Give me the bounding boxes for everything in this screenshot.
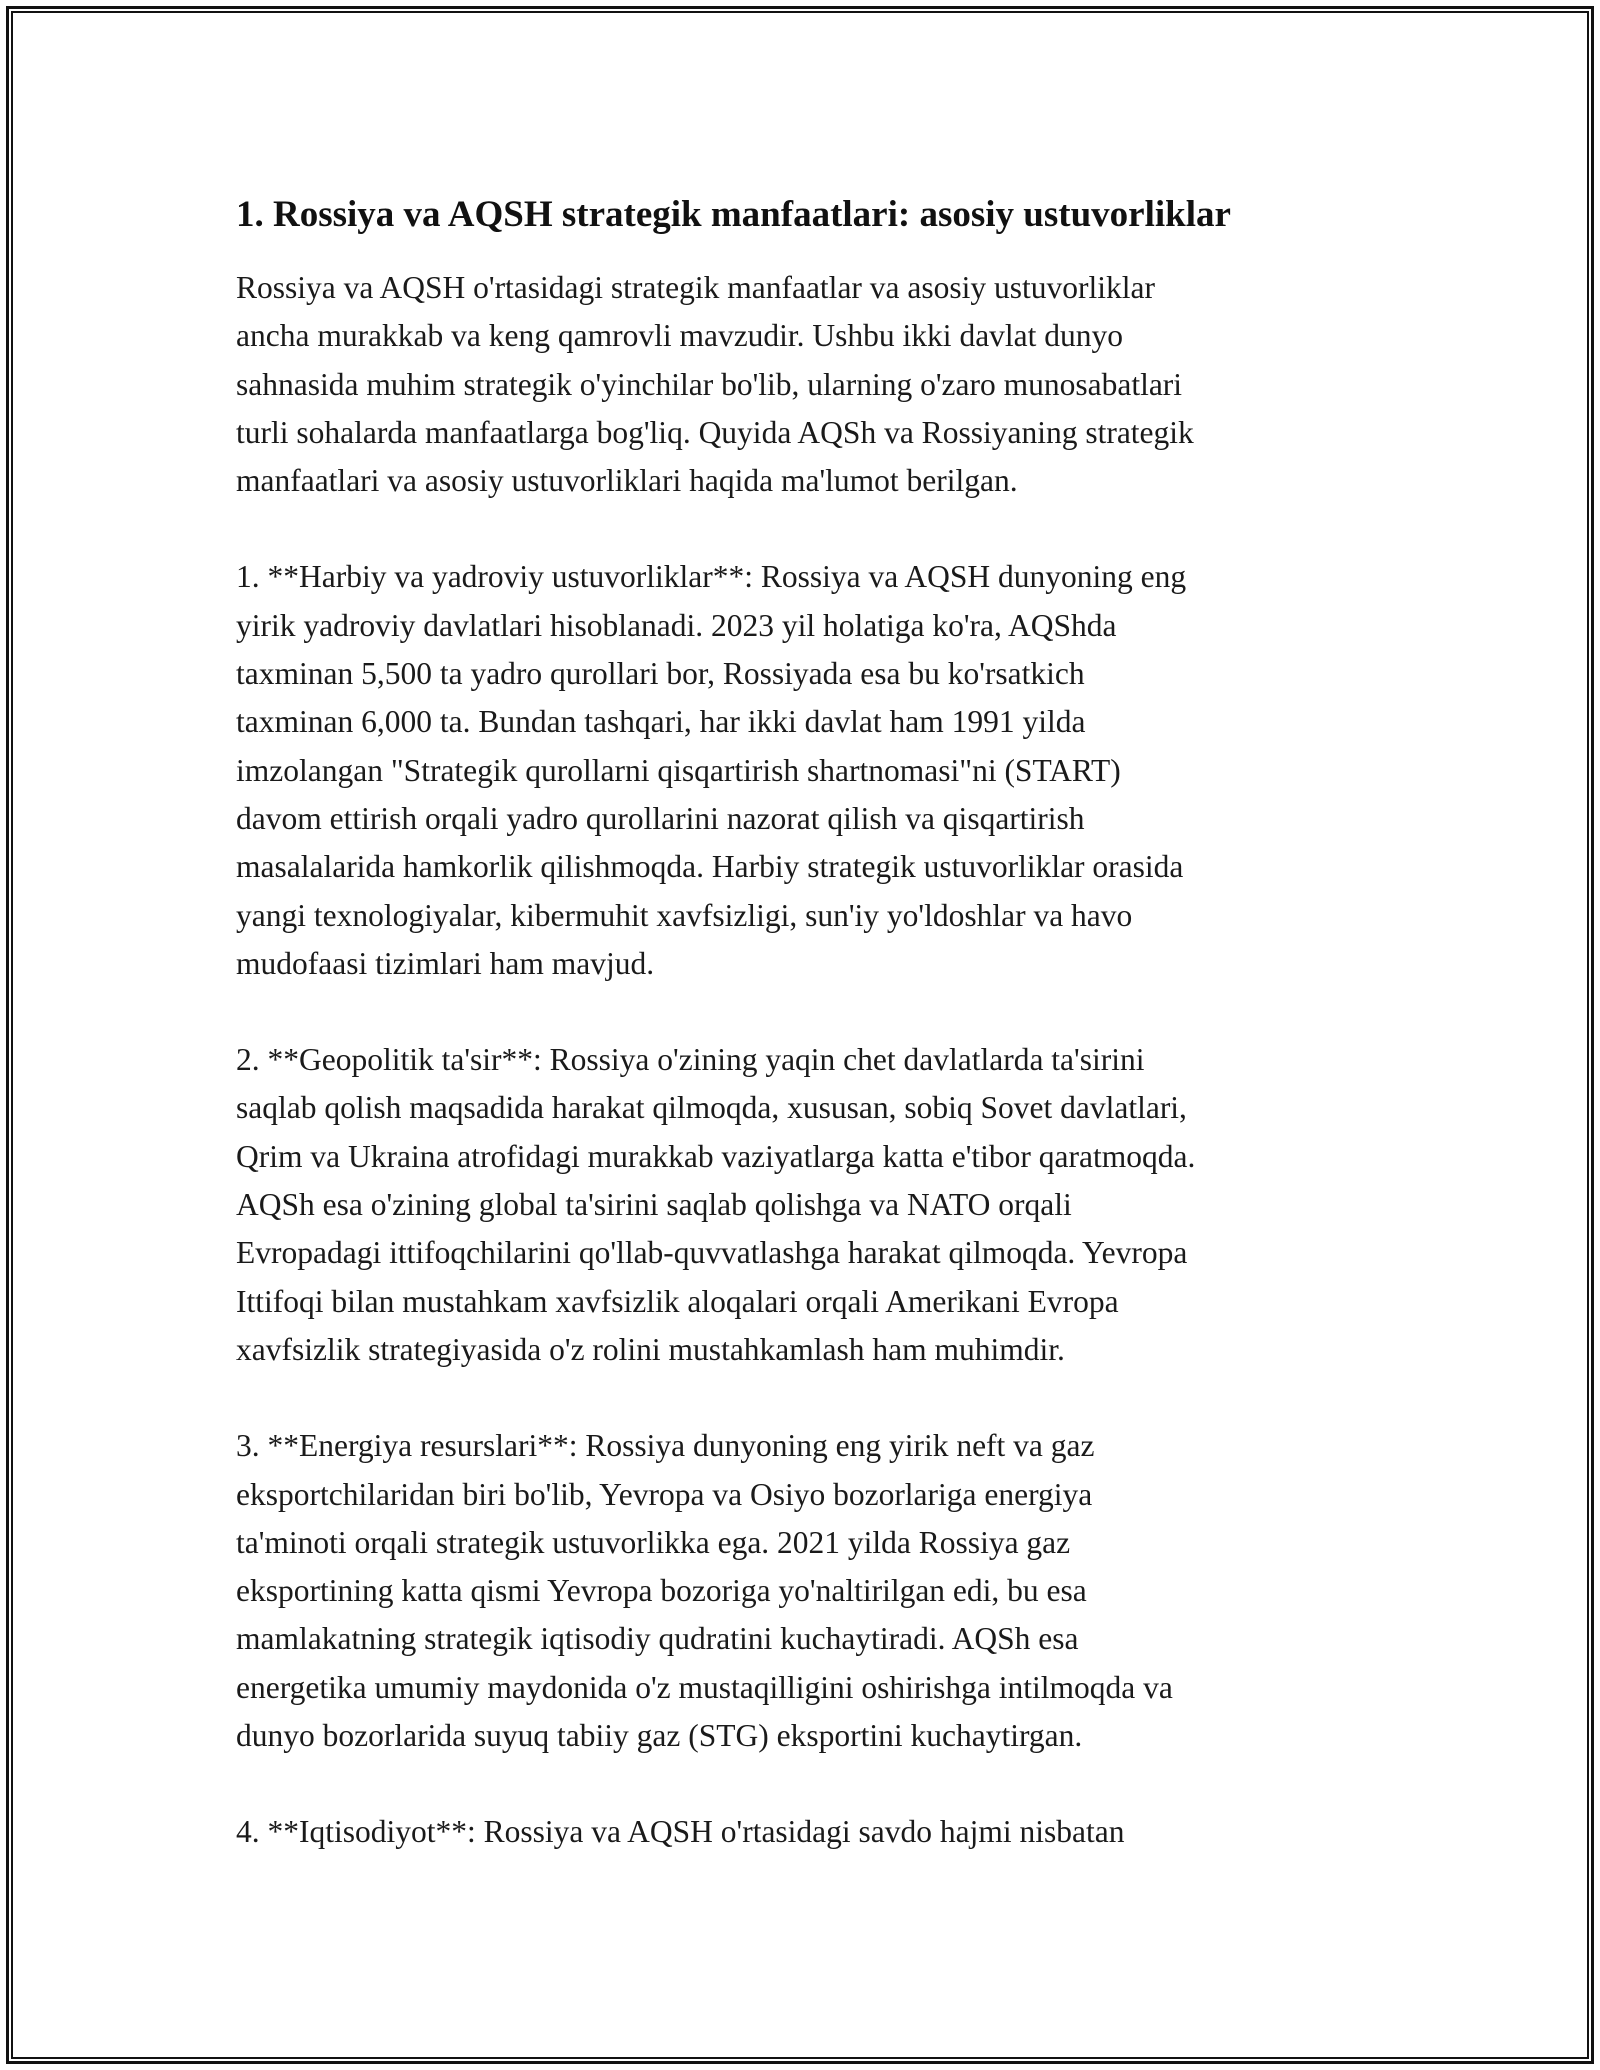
text-line: masalalarida hamkorlik qilishmoqda. Harbiy strategik ustuvorliklar orasida <box>236 849 1184 885</box>
text-line: manfaatlari va asosiy ustuvorliklari haqida ma'lumot berilgan. <box>236 463 1018 499</box>
text-line: eksportining katta qismi Yevropa bozoriga yo'naltirilgan edi, bu esa <box>236 1573 1087 1609</box>
text-line: yirik yadroviy davlatlari hisoblanadi. 2023 yil holatiga ko'ra, AQShda <box>236 607 1117 643</box>
text-line: taxminan 6,000 ta. Bundan tashqari, har ikki davlat ham 1991 yilda <box>236 704 1086 740</box>
section-military-paragraph <box>236 553 1386 988</box>
text-line: xavfsizlik strategiyasida o'z rolini mustahkamlash ham muhimdir. <box>236 1331 1065 1367</box>
text-line: Rossiya va AQSH o'rtasidagi strategik manfaatlar va asosiy ustuvorliklar <box>236 270 1155 305</box>
text-line: 4. **Iqtisodiyot**: Rossiya va AQSH o'rtasidagi savdo hajmi nisbatan <box>236 1814 1125 1850</box>
intro-paragraph <box>236 264 1386 505</box>
text-line: dunyo bozorlarida suyuq tabiiy gaz (STG) eksportini kuchaytirgan. <box>236 1718 1083 1754</box>
text-line: sahnasida muhim strategik o'yinchilar bo'lib, ularning o'zaro munosabatlari <box>236 366 1183 402</box>
text-line: saqlab qolish maqsadida harakat qilmoqda, xususan, sobiq Sovet davlatlari, <box>236 1090 1187 1126</box>
document-title: 1. Rossiya va AQSH strategik manfaatlari: asosiy ustuvorliklar <box>236 194 1231 235</box>
text-line: ta'minoti orqali strategik ustuvorlikka ega. 2021 yilda Rossiya gaz <box>236 1524 1071 1560</box>
text-line: Evropadagi ittifoqchilarini qo'llab-quvvatlashga harakat qilmoqda. Yevropa <box>236 1235 1188 1271</box>
text-line: turli sohalarda manfaatlarga bog'liq. Quyida AQSh va Rossiyaning strategik <box>236 414 1194 450</box>
section-geopolitics-paragraph <box>236 1036 1386 1374</box>
text-line: 1. **Harbiy va yadroviy ustuvorliklar**: Rossiya va AQSH dunyoning eng <box>236 559 1187 595</box>
text-line: mamlakatning strategik iqtisodiy qudratini kuchaytiradi. AQSh esa <box>236 1621 1079 1657</box>
text-line: davom ettirish orqali yadro qurollarini nazorat qilish va qisqartirish <box>236 800 1085 836</box>
text-line: AQSh esa o'zining global ta'sirini saqlab qolishga va NATO orqali <box>236 1187 1072 1223</box>
text-line: energetika umumiy maydonida o'z mustaqilligini oshirishga intilmoqda va <box>236 1669 1173 1705</box>
document-body <box>236 186 1386 1905</box>
text-line: ancha murakkab va keng qamrovli mavzudir. Ushbu ikki davlat dunyo <box>236 318 1124 354</box>
text-line: taxminan 5,500 ta yadro qurollari bor, Rossiyada esa bu ko'rsatkich <box>236 656 1085 692</box>
section-energy-paragraph <box>236 1422 1386 1760</box>
text-line: Ittifoqi bilan mustahkam xavfsizlik aloqalari orqali Amerikani Evropa <box>236 1283 1119 1319</box>
text-line: yangi texnologiyalar, kibermuhit xavfsizligi, sun'iy yo'ldoshlar va havo <box>236 897 1133 933</box>
text-line: 2. **Geopolitik ta'sir**: Rossiya o'zining yaqin chet davlatlarda ta'sirini <box>236 1042 1145 1078</box>
text-line: 3. **Energiya resurslari**: Rossiya dunyoning eng yirik neft va gaz <box>236 1428 1095 1464</box>
text-line: Qrim va Ukraina atrofidagi murakkab vaziyatlarga katta e'tibor qaratmoqda. <box>236 1138 1196 1174</box>
text-line: eksportchilaridan biri bo'lib, Yevropa va Osiyo bozorlariga energiya <box>236 1476 1093 1512</box>
text-line: imzolangan "Strategik qurollarni qisqartirish shartnomasi"ni (START) <box>236 752 1121 788</box>
text-line: mudofaasi tizimlari ham mavjud. <box>236 945 655 981</box>
section-economy-paragraph <box>236 1808 1386 1856</box>
